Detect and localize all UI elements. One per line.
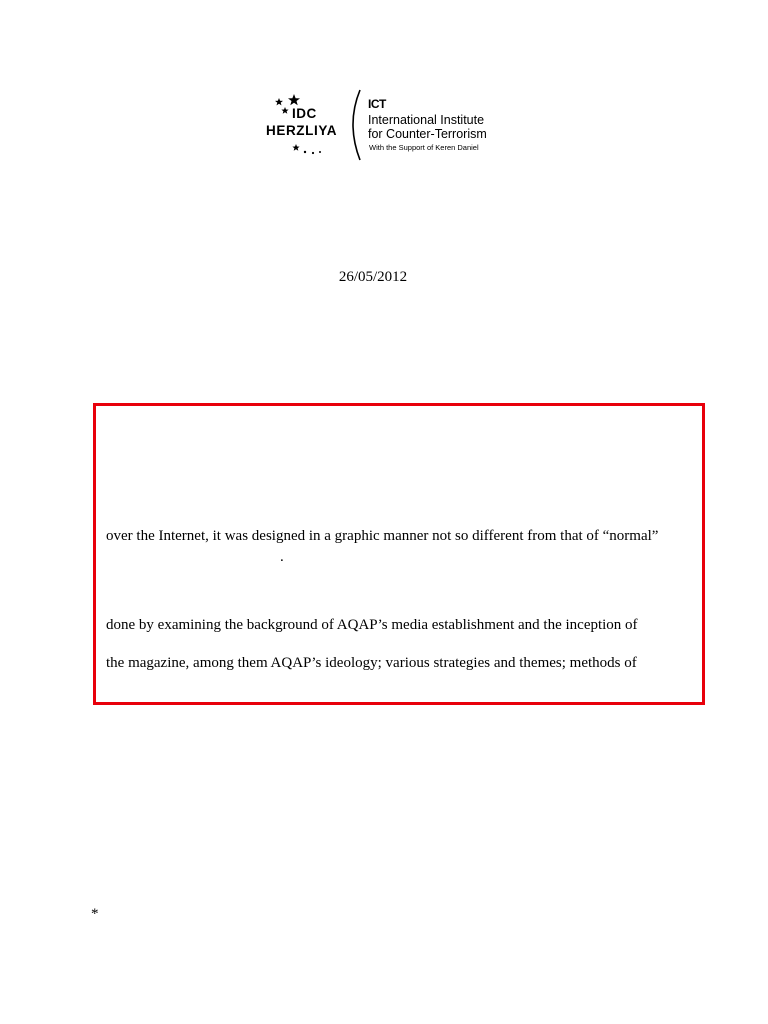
logo-support-text: With the Support of Keren Daniel: [369, 143, 479, 152]
institute-logo: [262, 86, 512, 162]
logo-institute-name-line2: for Counter-Terrorism: [368, 127, 487, 141]
star-icon: [288, 94, 300, 105]
star-icon: [281, 107, 288, 114]
star-icon: [275, 98, 283, 105]
logo-idc-text: IDC: [292, 106, 317, 121]
document-date: 26/05/2012: [338, 269, 408, 285]
star-icon: [292, 144, 299, 151]
logo-herzliya-text: HERZLIYA: [266, 123, 338, 138]
footnote-asterisk: *: [91, 906, 99, 922]
text-line: done by examining the background of AQAP’s media establishment and the inception of: [106, 617, 638, 633]
text-line: over the Internet, it was designed in a graphic manner not so different from that of “normal”: [106, 528, 659, 544]
logo-ict-text: ICT: [368, 97, 386, 111]
text-line: the magazine, among them AQAP’s ideology; various strategies and themes; methods of: [106, 655, 637, 671]
logo-institute-name-line1: International Institute: [368, 113, 485, 127]
stray-period: .: [280, 549, 284, 565]
